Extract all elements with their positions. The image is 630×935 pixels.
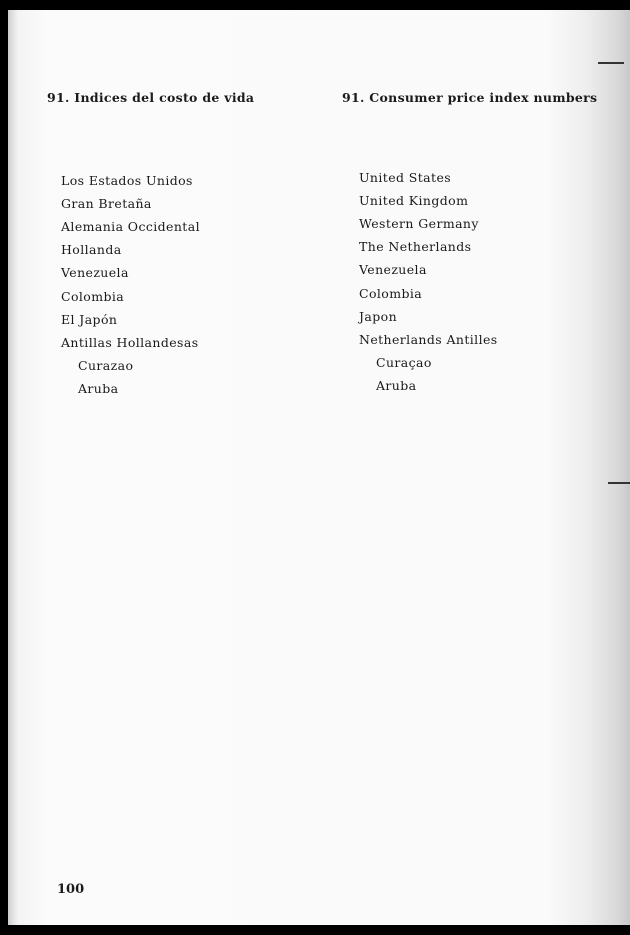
country-list-item: Venezuela <box>359 262 427 278</box>
country-list-item: Los Estados Unidos <box>61 173 193 188</box>
country-list-item: Curaçao <box>376 354 432 370</box>
country-list-item: Antillas Hollandesas <box>61 334 199 350</box>
country-list-item: Hollanda <box>61 242 122 258</box>
country-list-item: The Netherlands <box>359 239 472 255</box>
country-list-item: Japon <box>359 308 398 324</box>
country-list-item: United Kingdom <box>359 193 469 209</box>
country-list-item: United States <box>359 170 452 185</box>
document-page <box>8 10 630 925</box>
country-list-item: El Japón <box>61 311 118 327</box>
country-list-item: Western Germany <box>359 216 479 232</box>
country-list-item: Gran Bretaña <box>61 196 152 212</box>
country-list-item: Colombia <box>359 285 423 301</box>
country-list-item: Aruba <box>376 377 417 393</box>
country-list-item: Netherlands Antilles <box>359 331 498 347</box>
english-section-title: 91. Consumer price index numbers <box>342 90 598 105</box>
spanish-section-title: 91. Indices del costo de vida <box>47 90 255 105</box>
page-edge-mark <box>608 482 630 484</box>
country-list-item: Curazao <box>78 357 134 373</box>
country-list-item: Alemania Occidental <box>61 219 200 235</box>
country-list-item: Colombia <box>61 288 125 304</box>
page-edge-mark <box>598 62 624 64</box>
page-number: 100 <box>57 882 85 897</box>
country-list-item: Venezuela <box>61 265 129 281</box>
country-list-item: Aruba <box>78 380 119 396</box>
